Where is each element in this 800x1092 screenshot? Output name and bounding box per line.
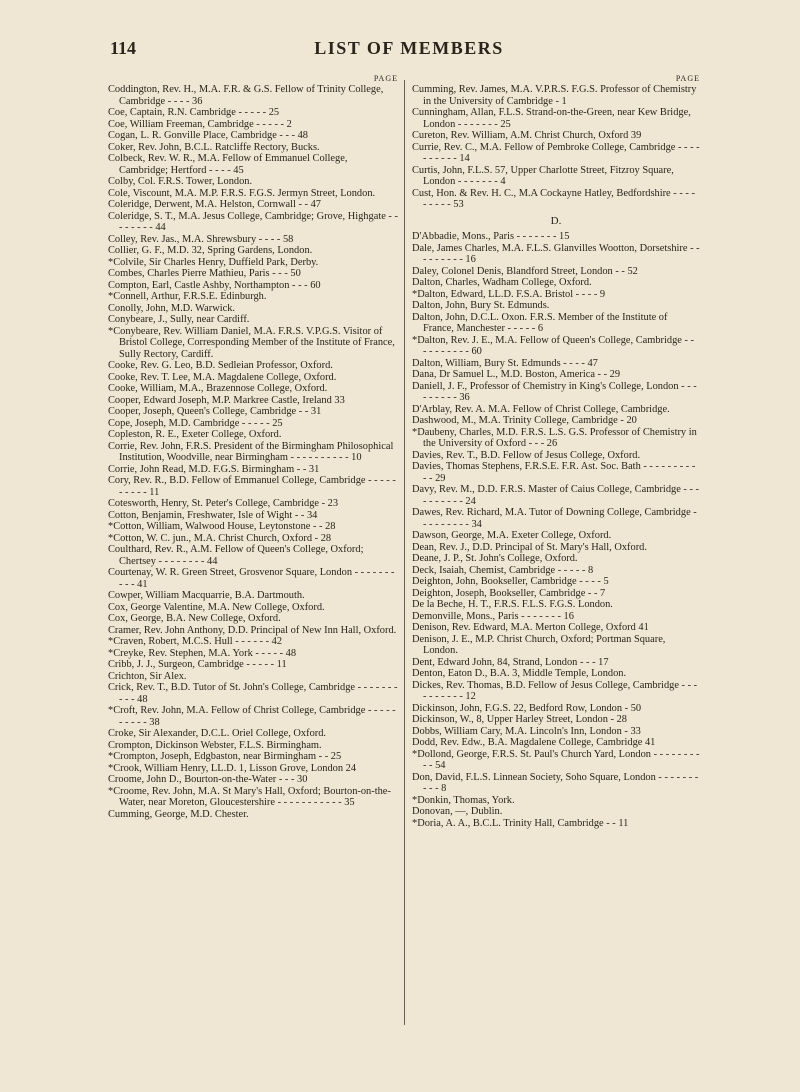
- member-entry: Dawson, George, M.A. Exeter College, Oxford.: [412, 530, 612, 541]
- page-column-label: PAGE: [373, 74, 398, 83]
- member-entry: Deane, J. P., St. John's College, Oxford.: [412, 553, 578, 564]
- member-entry: Cox, George Valentine, M.A. New College, Oxford.: [108, 601, 325, 613]
- member-entry: Coe, William Freeman, Cambridge - - - - - 2: [108, 118, 292, 130]
- member-entry: Daley, Colonel Denis, Blandford Street, London - - 52: [412, 265, 638, 277]
- member-entry: Dickinson, John, F.G.S. 22, Bedford Row, London - 50: [412, 702, 642, 714]
- right-entries-c-list: [412, 84, 700, 211]
- member-entry: Dent, Edward John, 84, Strand, London - - - 17: [412, 656, 609, 668]
- member-entry: Croome, John D., Bourton-on-the-Water - - - 30: [108, 774, 308, 785]
- member-entry: *Craven, Robert, M.C.S. Hull - - - - - - 42: [108, 636, 283, 647]
- member-entry: Deighton, John, Bookseller, Cambridge - - - - 5: [412, 576, 609, 587]
- member-entry: D'Arblay, Rev. A. M.A. Fellow of Christ College, Cambridge.: [412, 403, 670, 415]
- member-entry: Dalton, John, Bury St. Edmunds.: [412, 300, 550, 311]
- member-entry: *Croft, Rev. John, M.A. Fellow of Christ College, Cambridge - - - - - - - - - - 38: [108, 705, 396, 728]
- member-entry: Coddington, Rev. H., M.A. F.R. & G.S. Fellow of Trinity College, Cambridge - - - - 36: [108, 84, 384, 107]
- member-entry: *Connell, Arthur, F.R.S.E. Edinburgh.: [108, 291, 267, 302]
- member-entry: Compton, Earl, Castle Ashby, Northampton - - - 60: [108, 279, 321, 291]
- member-entry: Cramer, Rev. John Anthony, D.D. Principal of New Inn Hall, Oxford.: [108, 624, 397, 636]
- member-entry: Dana, Dr Samuel L., M.D. Boston, America - - 29: [412, 369, 621, 380]
- member-entry: Dickes, Rev. Thomas, B.D. Fellow of Jesus College, Cambridge - - - - - - - - - - 12: [412, 679, 698, 702]
- member-entry: Collier, G. F., M.D. 32, Spring Gardens, London.: [108, 245, 313, 256]
- member-entry: Dashwood, M., M.A. Trinity College, Cambridge - 20: [412, 415, 637, 426]
- member-entry: Cumming, George, M.D. Chester.: [108, 808, 249, 820]
- member-entry: Cumming, Rev. James, M.A. V.P.R.S. F.G.S. Professor of Chemistry in the University of Cambridge - 1: [412, 84, 697, 107]
- member-entry: Crichton, Sir Alex.: [108, 670, 187, 682]
- member-entry: Currie, Rev. C., M.A. Fellow of Pembroke College, Cambridge - - - - - - - - - - 14: [412, 141, 700, 164]
- member-entry: Dickinson, W., 8, Upper Harley Street, London - 28: [412, 714, 627, 725]
- page-title: LIST OF MEMBERS: [314, 38, 504, 58]
- member-entry: Deighton, Joseph, Bookseller, Cambridge - - 7: [412, 587, 606, 599]
- member-entry: Cowper, William Macquarrie, B.A. Dartmouth.: [108, 590, 305, 601]
- section-heading-d: D.: [550, 214, 562, 227]
- member-entry: Davies, Thomas Stephens, F.R.S.E. F.R. Ast. Soc. Bath - - - - - - - - - - - 29: [412, 461, 696, 484]
- member-entry: Combes, Charles Pierre Mathieu, Paris - - - 50: [108, 268, 301, 279]
- right-column: [412, 75, 700, 829]
- member-entry: Cust, Hon. & Rev. H. C., M.A Cockayne Hatley, Bedfordshire - - - - - - - - - 53: [412, 187, 695, 210]
- member-entry: *Dalton, Edward, LL.D. F.S.A. Bristol - - - - 9: [412, 288, 606, 300]
- member-entry: Crompton, Dickinson Webster, F.L.S. Birmingham.: [108, 739, 322, 751]
- member-entry: Conybeare, J., Sully, near Cardiff.: [108, 314, 250, 325]
- member-entry: Demonville, Mons., Paris - - - - - - - 16: [412, 610, 574, 622]
- member-entry: *Daubeny, Charles, M.D. F.R.S. L.S. G.S. Professor of Chemistry in the University of Oxford - - - 26: [412, 426, 697, 449]
- member-entry: Courtenay, W. R. Green Street, Grosvenor Square, London - - - - - - - - - - 41: [108, 567, 395, 590]
- member-entry: *Dollond, George, F.R.S. St. Paul's Church Yard, London - - - - - - - - - - 54: [412, 748, 700, 771]
- member-entry: Cooper, Joseph, Queen's College, Cambridge - - 31: [108, 406, 322, 417]
- member-entry: Cogan, L. R. Gonville Place, Cambridge - - - 48: [108, 130, 308, 141]
- member-entry: Croke, Sir Alexander, D.C.L. Oriel College, Oxford.: [108, 728, 327, 739]
- left-column: [108, 75, 398, 820]
- member-entry: Coe, Captain, R.N. Cambridge - - - - - 25: [108, 107, 280, 118]
- member-entry: *Crook, William Henry, LL.D. 1, Lisson Grove, London 24: [108, 762, 357, 774]
- member-entry: Davies, Rev. T., B.D. Fellow of Jesus College, Oxford.: [412, 449, 641, 461]
- page-header: [110, 38, 708, 68]
- member-entry: Donovan, —, Dublin.: [412, 806, 503, 817]
- member-entry: Cunningham, Allan, F.L.S. Strand-on-the-Green, near Kew Bridge, London - - - - - - - 25: [412, 107, 691, 130]
- member-entry: Cureton, Rev. William, A.M. Christ Church, Oxford 39: [412, 130, 642, 141]
- member-entry: Dalton, Charles, Wadham College, Oxford.: [412, 277, 592, 288]
- member-entry: De la Beche, H. T., F.R.S. F.L.S. F.G.S. London.: [412, 599, 613, 610]
- member-entry: Dean, Rev. J., D.D. Principal of St. Mary's Hall, Oxford.: [412, 541, 647, 553]
- member-entry: Dodd, Rev. Edw., B.A. Magdalene College, Cambridge 41: [412, 737, 656, 748]
- member-entry: Cope, Joseph, M.D. Cambridge - - - - - 25: [108, 417, 283, 429]
- member-entry: Cooper, Edward Joseph, M.P. Markree Castle, Ireland 33: [108, 394, 345, 406]
- member-entry: Colbeck, Rev. W. R., M.A. Fellow of Emmanuel College, Cambridge; Hertford - - - - 45: [108, 153, 348, 176]
- member-entry: Cooke, Rev. T. Lee, M.A. Magdalene College, Oxford.: [108, 371, 337, 383]
- member-entry: Dalton, William, Bury St. Edmunds - - - - 47: [412, 357, 598, 369]
- member-entry: *Cotton, William, Walwood House, Leytonstone - - 28: [108, 521, 336, 532]
- member-entry: Dawes, Rev. Richard, M.A. Tutor of Downing College, Cambridge - - - - - - - - - 34: [412, 507, 697, 530]
- member-entry: Cox, George, B.A. New College, Oxford.: [108, 613, 281, 624]
- member-entry: Cotesworth, Henry, St. Peter's College, Cambridge - 23: [108, 498, 339, 509]
- column-divider: [404, 80, 405, 1025]
- member-entry: Dalton, John, D.C.L. Oxon. F.R.S. Member of the Institute of France, Manchester - - - - - 6: [412, 311, 668, 334]
- member-entry: Colley, Rev. Jas., M.A. Shrewsbury - - - - 58: [108, 233, 294, 245]
- member-entry: Copleston, R. E., Exeter College, Oxford.: [108, 429, 282, 440]
- member-entry: Coulthard, Rev. R., A.M. Fellow of Queen's College, Oxford; Chertsey - - - - - - - - 44: [108, 544, 364, 567]
- member-entry: *Cotton, W. C. jun., M.A. Christ Church, Oxford - 28: [108, 532, 332, 544]
- member-entry: Corrie, John Read, M.D. F.G.S. Birmingham - - 31: [108, 463, 320, 475]
- member-entry: Coleridge, S. T., M.A. Jesus College, Cambridge; Grove, Highgate - - - - - - - - 44: [108, 210, 398, 233]
- member-entry: Conolly, John, M.D. Warwick.: [108, 302, 236, 314]
- member-entry: Coleridge, Derwent, M.A. Helston, Cornwall - - 47: [108, 199, 321, 210]
- member-entry: Denison, Rev. Edward, M.A. Merton College, Oxford 41: [412, 622, 649, 633]
- member-entry: *Croome, Rev. John, M.A. St Mary's Hall, Oxford; Bourton-on-the-Water, near Moreton, Gloucestershire - - - - - - - - - - - 35: [108, 785, 391, 808]
- member-entry: Corrie, Rev. John, F.R.S. President of the Birmingham Philosophical Institution, Woodville, near Birmingham - - - - - - - - - - 10: [108, 440, 394, 463]
- member-entry: Curtis, John, F.L.S. 57, Upper Charlotte Street, Fitzroy Square, London - - - - - - - 4: [412, 164, 674, 187]
- member-entry: Deck, Isaiah, Chemist, Cambridge - - - - - 8: [412, 564, 594, 576]
- page-column-label: PAGE: [675, 74, 700, 83]
- member-entry: *Conybeare, Rev. William Daniel, M.A. F.R.S. V.P.G.S. Visitor of Bristol College, Corresponding Member of the Institute of France, Sully Rectory, Cardiff.: [108, 325, 395, 360]
- right-entries-d-list: [412, 231, 700, 829]
- left-entries-list: [108, 84, 398, 820]
- member-entry: Cooke, William, M.A., Brazennose College, Oxford.: [108, 383, 328, 394]
- page-number: 114: [110, 38, 137, 58]
- member-entry: D'Abbadie, Mons., Paris - - - - - - - 15: [412, 231, 570, 242]
- member-entry: *Doria, A. A., B.C.L. Trinity Hall, Cambridge - - 11: [412, 817, 629, 829]
- member-entry: Cribb, J. J., Surgeon, Cambridge - - - - - 11: [108, 659, 287, 670]
- member-entry: Cory, Rev. R., B.D. Fellow of Emmanuel College, Cambridge - - - - - - - - - - 11: [108, 475, 396, 498]
- member-entry: *Crompton, Joseph, Edgbaston, near Birmingham - - 25: [108, 751, 342, 762]
- member-entry: Cooke, Rev. G. Leo, B.D. Sedleian Professor, Oxford.: [108, 360, 333, 371]
- member-entry: Colby, Col. F.R.S. Tower, London.: [108, 176, 253, 187]
- member-entry: *Creyke, Rev. Stephen, M.A. York - - - - - 48: [108, 647, 297, 659]
- member-entry: Denison, J. E., M.P. Christ Church, Oxford; Portman Square, London.: [412, 633, 666, 656]
- member-entry: Denton, Eaton D., B.A. 3, Middle Temple, London.: [412, 668, 627, 679]
- member-entry: Davy, Rev. M., D.D. F.R.S. Master of Caius College, Cambridge - - - - - - - - - - 24: [412, 484, 699, 507]
- member-entry: Cotton, Benjamin, Freshwater, Isle of Wight - - 34: [108, 509, 318, 521]
- member-entry: Daniell, J. F., Professor of Chemistry in King's College, London - - - - - - - - - 36: [412, 380, 697, 403]
- member-entry: *Donkin, Thomas, York.: [412, 794, 515, 806]
- member-entry: Don, David, F.L.S. Linnean Society, Soho Square, London - - - - - - - - - - 8: [412, 771, 699, 794]
- member-entry: *Colvile, Sir Charles Henry, Duffield Park, Derby.: [108, 256, 319, 268]
- member-entry: Dobbs, William Cary, M.A. Lincoln's Inn, London - 33: [412, 725, 641, 737]
- member-entry: Crick, Rev. T., B.D. Tutor of St. John's College, Cambridge - - - - - - - - - - 48: [108, 682, 398, 705]
- member-entry: Coker, Rev. John, B.C.L. Ratcliffe Rectory, Bucks.: [108, 141, 320, 153]
- member-entry: Cole, Viscount, M.A. M.P. F.R.S. F.G.S. Jermyn Street, London.: [108, 187, 376, 199]
- member-entry: *Dalton, Rev. J. E., M.A. Fellow of Queen's College, Cambridge - - - - - - - - - - 60: [412, 334, 694, 357]
- member-entry: Dale, James Charles, M.A. F.L.S. Glanvilles Wootton, Dorsetshire - - - - - - - - - 16: [412, 242, 700, 265]
